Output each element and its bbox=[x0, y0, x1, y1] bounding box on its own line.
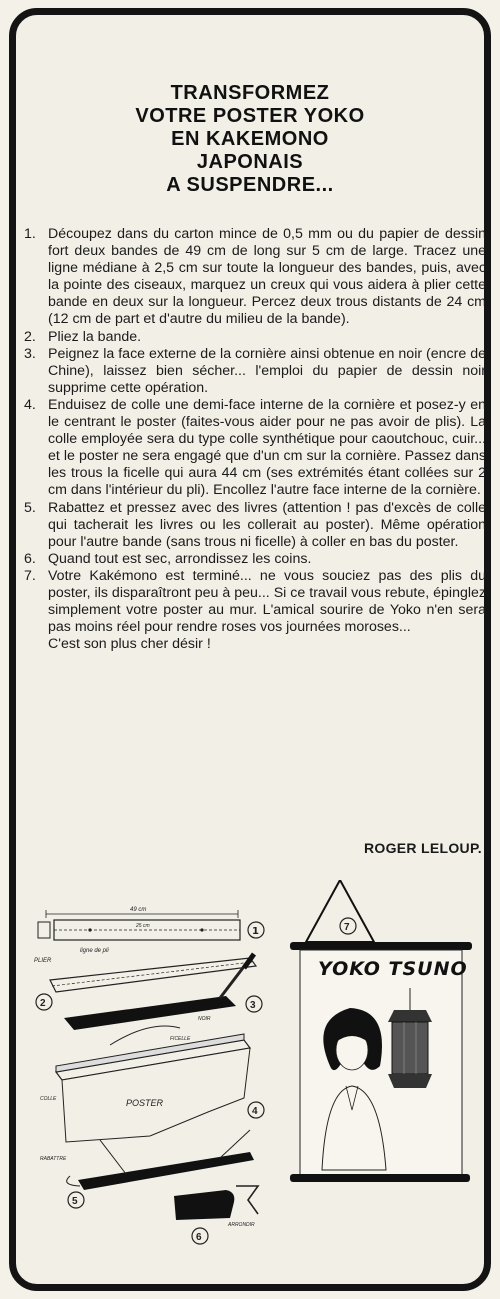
gluing-diagram bbox=[40, 1026, 264, 1142]
assembly-illustration bbox=[30, 880, 480, 1260]
plier-label: PLIER bbox=[34, 958, 52, 964]
bottom-bar bbox=[290, 1174, 470, 1182]
title-line: EN KAKEMONO bbox=[171, 128, 329, 150]
step-item bbox=[24, 226, 486, 329]
title-line: JAPONAIS bbox=[196, 151, 304, 173]
colle-label: COLLE bbox=[40, 1096, 57, 1102]
step-number: 6. bbox=[24, 550, 36, 567]
step-marker-4: 4 bbox=[252, 1106, 258, 1117]
ficelle-label: FICELLE bbox=[170, 1036, 191, 1042]
title-line: VOTRE POSTER YOKO bbox=[135, 105, 365, 127]
step-item bbox=[24, 329, 486, 346]
rabattre-label: RABATTRE bbox=[40, 1156, 67, 1162]
arrondir-label: ARRONDIR bbox=[228, 1222, 255, 1228]
step-number: 4. bbox=[24, 396, 36, 413]
step-text: Découpez dans du carton mince de 0,5 mm ou du papier de dessin fort deux bandes de 49 cm de long sur 5 cm de large. Tracez une ligne médiane à 2,5 cm sur toute la longueur des bandes, puis, avec la pointe des ciseaux, marquez un creux qui vous aidera à plier cette bande en deux sur la longueur. Percez deux trous distants de 24 cm (12 cm de part et d'autre du milieu de la bande). bbox=[48, 226, 486, 328]
step-number: 1. bbox=[24, 226, 36, 242]
step-number: 7. bbox=[24, 567, 36, 584]
step-marker-5: 5 bbox=[72, 1196, 78, 1207]
step-text: Pliez la bande. bbox=[48, 328, 142, 345]
title-line: TRANSFORMEZ bbox=[170, 82, 330, 104]
title-line: A SUSPENDRE... bbox=[166, 174, 334, 196]
poster-title: YOKO TSUNO bbox=[318, 958, 468, 980]
fold-line-label: ligne de pli bbox=[80, 948, 109, 954]
step-marker-6: 6 bbox=[196, 1232, 202, 1243]
noir-label: NOIR bbox=[198, 1016, 211, 1022]
inner-dimension-label: 25 cm bbox=[136, 923, 150, 929]
step-text: Enduisez de colle une demi-face interne de la cornière et posez-y en le centrant le poster (faites-vous aider pour ne pas avoir de plis). La colle employée sera du type colle synthétique pour caoutchouc, cuir... et le poster ne sera engagé que d'un cm sur la cornière. Passez dans les trous la ficelle qui aura 44 cm (ses extrémités étant collées sur 2 cm dans l'intérieur du pli). Encollez l'autre face interne de la cornière. bbox=[48, 396, 486, 499]
step-number: 5. bbox=[24, 499, 36, 516]
rounding-diagram bbox=[174, 1186, 258, 1244]
poster-label: POSTER bbox=[126, 1098, 164, 1108]
page-title bbox=[0, 82, 500, 197]
dimension-label: 49 cm bbox=[130, 907, 147, 913]
step-text: Quand tout est sec, arrondissez les coins. bbox=[48, 550, 312, 567]
strip-diagram bbox=[38, 907, 264, 954]
author-signature: ROGER LELOUP. bbox=[364, 840, 482, 856]
step-item bbox=[24, 568, 486, 636]
step-item bbox=[24, 500, 486, 551]
step-marker-2: 2 bbox=[40, 998, 46, 1009]
top-bar bbox=[290, 942, 472, 950]
step-text: Votre Kakémono est terminé... ne vous souciez pas des plis du poster, ils disparaîtront peu à peu... Si ce travail vous rebute, épinglez simplement votre poster au mur. L'amical sourire de Yoko n'en sera pas moins réel pour rendre roses vos journées moroses... bbox=[48, 567, 486, 636]
step-marker-3: 3 bbox=[250, 1000, 256, 1011]
step-text: Peignez la face externe de la cornière ainsi obtenue en noir (encre de Chine), laissez bien sécher... l'emploi du papier de dessin noir supprime cette opération. bbox=[48, 345, 486, 396]
step-item bbox=[24, 346, 486, 397]
step-item bbox=[24, 551, 486, 568]
step-item bbox=[24, 397, 486, 500]
step-marker-7: 7 bbox=[344, 922, 350, 933]
step-number: 2. bbox=[24, 328, 36, 345]
closing-line: C'est son plus cher désir ! bbox=[48, 636, 211, 653]
step-marker-1: 1 bbox=[252, 926, 259, 937]
step-text: Rabattez et pressez avec des livres (attention ! pas d'excès de colle qui tacherait les livres ou les collerait au poster). Même opération pour l'autre bande (sans trous ni ficelle) à coller en bas du poster. bbox=[48, 499, 486, 550]
step-number: 3. bbox=[24, 345, 36, 362]
instructions-list bbox=[24, 226, 486, 653]
finished-kakemono bbox=[290, 880, 472, 1182]
